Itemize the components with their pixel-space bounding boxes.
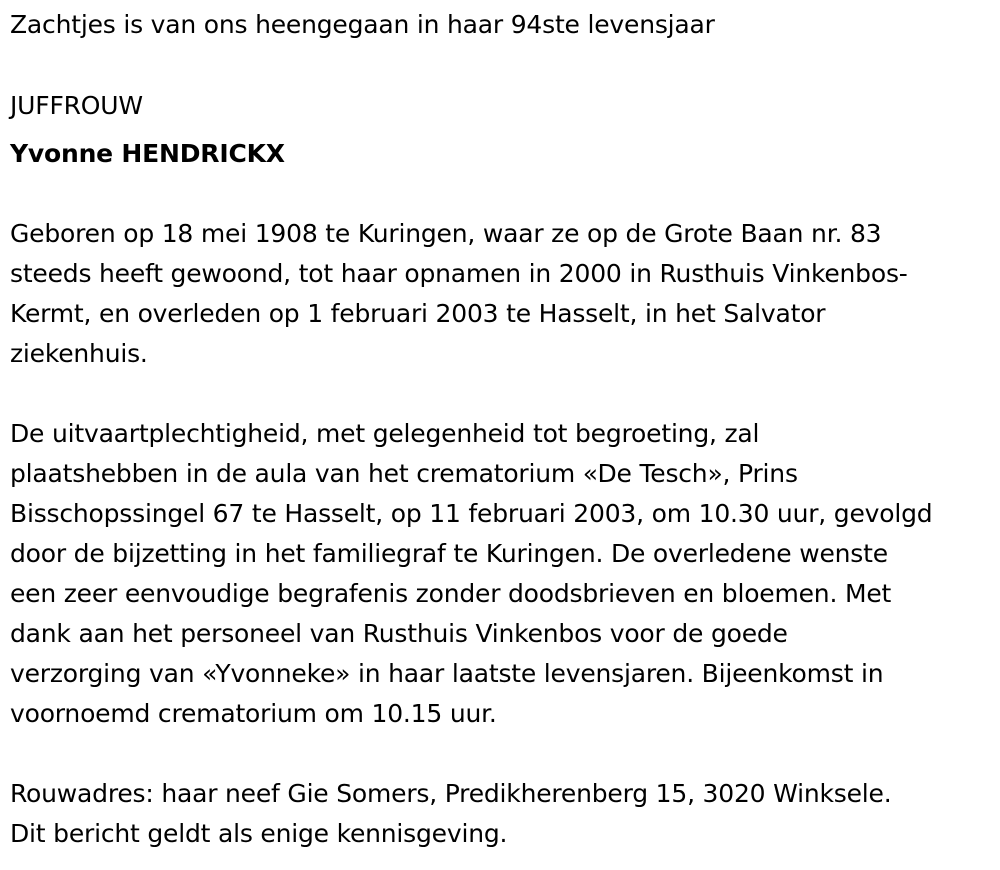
deceased-name: Yvonne HENDRICKX bbox=[10, 139, 285, 168]
paragraph-line: een zeer eenvoudige begrafenis zonder doodsbrieven en bloemen. Met bbox=[10, 579, 892, 608]
paragraph-line: dank aan het personeel van Rusthuis Vinkenbos voor de goede bbox=[10, 619, 788, 648]
paragraph-line: door de bijzetting in het familiegraf te Kuringen. De overledene wenste bbox=[10, 539, 888, 568]
paragraph-line: Dit bericht geldt als enige kennisgeving. bbox=[10, 819, 508, 848]
paragraph-line: voornoemd crematorium om 10.15 uur. bbox=[10, 699, 497, 728]
paragraph-line: Geboren op 18 mei 1908 te Kuringen, waar ze op de Grote Baan nr. 83 bbox=[10, 219, 882, 248]
paragraph-line: Rouwadres: haar neef Gie Somers, Predikherenberg 15, 3020 Winksele. bbox=[10, 779, 892, 808]
title-text: JUFFROUW bbox=[10, 91, 143, 120]
paragraph-line: Kermt, en overleden op 1 februari 2003 te Hasselt, in het Salvator bbox=[10, 299, 826, 328]
paragraph-line: steeds heeft gewoond, tot haar opnamen in 2000 in Rusthuis Vinkenbos- bbox=[10, 259, 908, 288]
paragraph-line: plaatshebben in de aula van het crematorium «De Tesch», Prins bbox=[10, 459, 798, 488]
paragraph-line: Bisschopssingel 67 te Hasselt, op 11 februari 2003, om 10.30 uur, gevolgd bbox=[10, 499, 933, 528]
paragraph-line: De uitvaartplechtigheid, met gelegenheid tot begroeting, zal bbox=[10, 419, 760, 448]
paragraph-line: ziekenhuis. bbox=[10, 339, 148, 368]
intro-text: Zachtjes is van ons heengegaan in haar 94ste levensjaar bbox=[10, 10, 715, 39]
paragraph-line: verzorging van «Yvonneke» in haar laatste levensjaren. Bijeenkomst in bbox=[10, 659, 884, 688]
